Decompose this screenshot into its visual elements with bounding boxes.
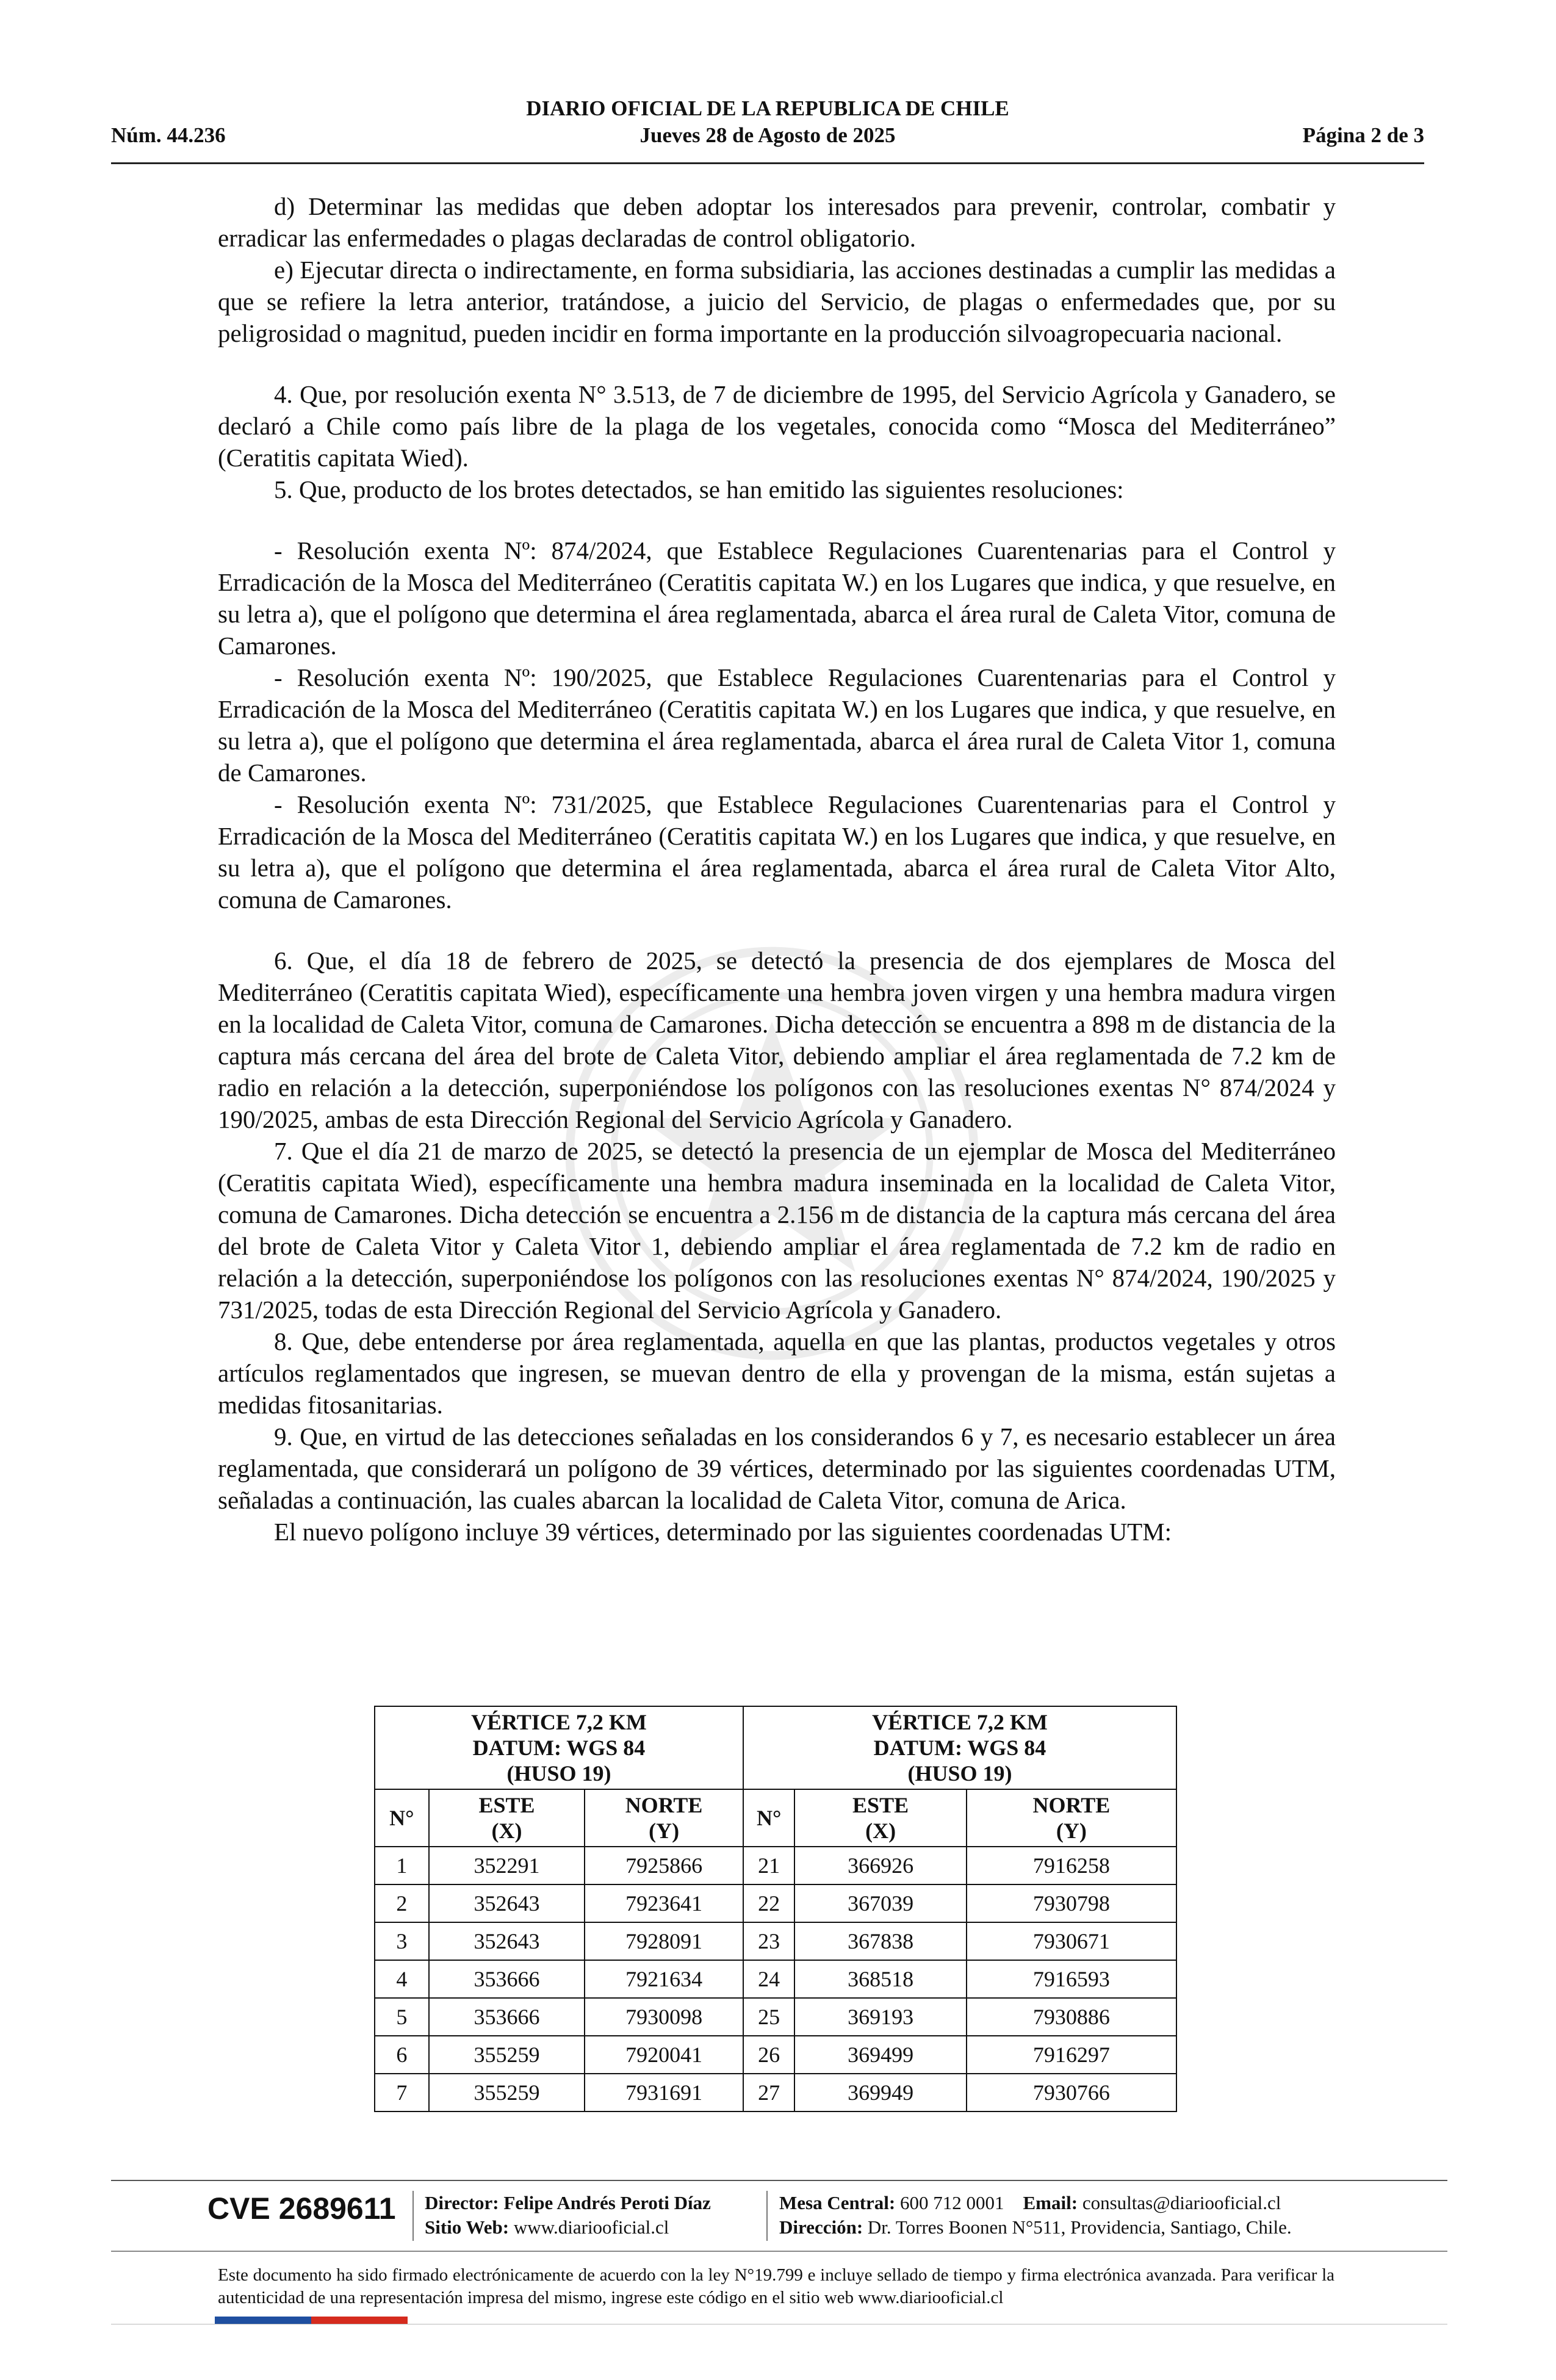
- vertex-number: 2: [375, 1884, 429, 1922]
- vertex-number: 3: [375, 1922, 429, 1960]
- vertex-number: 22: [743, 1884, 794, 1922]
- vertex-number: 1: [375, 1847, 429, 1884]
- director-name: Felipe Andrés Peroti Díaz: [503, 2192, 711, 2213]
- footer-separator: [412, 2191, 414, 2241]
- este-value: 352291: [429, 1847, 585, 1884]
- col-header-norte: NORTE (Y): [585, 1789, 743, 1847]
- table-row: [375, 1884, 1176, 1922]
- paragraph-polygon-intro: El nuevo polígono incluye 39 vértices, determinado por las siguientes coordenadas UTM:: [274, 1518, 1172, 1546]
- phone-number: 600 712 0001: [900, 2192, 1004, 2213]
- flag-color-stripe: [215, 2317, 408, 2324]
- email-link[interactable]: consultas@diariooficial.cl: [1082, 2192, 1281, 2213]
- col-header-norte: NORTE (Y): [967, 1789, 1176, 1847]
- table-row: [375, 1922, 1176, 1960]
- resolution-731-2025: - Resolución exenta Nº: 731/2025, que Establece Regulaciones Cuarentenarias para el Control y Erradicación de la Mosca del Mediterráneo (Ceratitis capitata W.) en los Lugares que indica, y que resuelve, en su letra a), que el polígono que determina el área reglamentada, abarca el área rural de Caleta Vitor Alto, comuna de Camarones.: [218, 790, 1336, 914]
- norte-value: 7920041: [585, 2036, 743, 2074]
- vertex-number: 21: [743, 1847, 794, 1884]
- este-value: 352643: [429, 1922, 585, 1960]
- norte-value: 7921634: [585, 1960, 743, 1998]
- document-body: [218, 190, 1336, 1548]
- este-value: 369499: [794, 2036, 966, 2074]
- col-header-n: N°: [375, 1789, 429, 1847]
- norte-value: 7916593: [967, 1960, 1176, 1998]
- vertex-number: 4: [375, 1960, 429, 1998]
- table-row: [375, 1960, 1176, 1998]
- issue-date: Jueves 28 de Agosto de 2025: [639, 123, 896, 147]
- este-value: 355259: [429, 2074, 585, 2111]
- norte-value: 7925866: [585, 1847, 743, 1884]
- este-value: 367039: [794, 1884, 966, 1922]
- paragraph-e: e) Ejecutar directa o indirectamente, en forma subsidiaria, las acciones destinadas a cumplir las medidas a que se refiere la letra anterior, tratándose, a juicio del Servicio, de plagas o enfermedades que, por su peligrosidad o magnitud, pueden incidir en forma importante en la producción silvoagropecuaria nacional.: [218, 256, 1336, 347]
- footer-director-block: Director: Felipe Andrés Peroti Díaz Sitio Web: www.diariooficial.cl: [425, 2192, 711, 2238]
- norte-value: 7916297: [967, 2036, 1176, 2074]
- este-value: 353666: [429, 1960, 585, 1998]
- norte-value: 7930798: [967, 1884, 1176, 1922]
- utm-coordinates-table: [374, 1706, 1177, 2112]
- vertex-number: 5: [375, 1998, 429, 2036]
- vertex-number: 6: [375, 2036, 429, 2074]
- footer-divider-top: [111, 2180, 1447, 2181]
- norte-value: 7928091: [585, 1922, 743, 1960]
- norte-value: 7931691: [585, 2074, 743, 2111]
- este-value: 369193: [794, 1998, 966, 2036]
- electronic-signature-note: Este documento ha sido firmado electrónicamente de acuerdo con la ley N°19.799 e incluye sellado de tiempo y firma electrónica avanzada. Para verificar la autenticidad de una representación impresa del mismo, ingrese este código en el sitio web www.diariooficial.cl: [218, 2265, 1334, 2307]
- vertex-number: 24: [743, 1960, 794, 1998]
- table-row: [375, 2036, 1176, 2074]
- table-row: [375, 2074, 1176, 2111]
- group-header-left: VÉRTICE 7,2 KM DATUM: WGS 84 (HUSO 19): [375, 1706, 743, 1789]
- norte-value: 7930098: [585, 1998, 743, 2036]
- vertex-number: 23: [743, 1922, 794, 1960]
- resolution-874-2024: - Resolución exenta Nº: 874/2024, que Establece Regulaciones Cuarentenarias para el Control y Erradicación de la Mosca del Mediterráneo (Ceratitis capitata W.) en los Lugares que indica, y que resuelve, en su letra a), que el polígono que determina el área reglamentada, abarca el área rural de Caleta Vitor, comuna de Camarones.: [218, 536, 1336, 660]
- col-header-este: ESTE (X): [429, 1789, 585, 1847]
- paragraph-5: 5. Que, producto de los brotes detectados, se han emitido las siguientes resoluciones:: [274, 475, 1124, 503]
- issue-number: Núm. 44.236: [111, 123, 226, 147]
- norte-value: 7930886: [967, 1998, 1176, 2036]
- paragraph-9: 9. Que, en virtud de las detecciones señaladas en los considerandos 6 y 7, es necesario establecer un área reglamentada, que considerará un polígono de 39 vértices, determinado por las siguientes coordenadas UTM, señaladas a continuación, las cuales abarcan la localidad de Caleta Vitor, comuna de Arica.: [218, 1423, 1336, 1514]
- norte-value: 7930671: [967, 1922, 1176, 1960]
- group-header-right: VÉRTICE 7,2 KM DATUM: WGS 84 (HUSO 19): [743, 1706, 1176, 1789]
- norte-value: 7923641: [585, 1884, 743, 1922]
- vertex-number: 7: [375, 2074, 429, 2111]
- address: Dr. Torres Boonen N°511, Providencia, Santiago, Chile.: [867, 2216, 1292, 2238]
- footer-contact-block: Mesa Central: 600 712 0001 Email: consultas@diariooficial.cl Dirección: Dr. Torres Boonen N°511, Providencia, Santiago, Chile.: [779, 2192, 1292, 2238]
- page-header: [111, 96, 1424, 164]
- paragraph-4: 4. Que, por resolución exenta N° 3.513, de 7 de diciembre de 1995, del Servicio Agrícola y Ganadero, se declaró a Chile como país libre de la plaga de los vegetales, conocida como “Mosca del Mediterráneo” (Ceratitis capitata Wied).: [218, 380, 1336, 472]
- vertex-number: 27: [743, 2074, 794, 2111]
- table-row: [375, 1998, 1176, 2036]
- col-header-n: N°: [743, 1789, 794, 1847]
- cve-code: CVE 2689611: [207, 2191, 396, 2226]
- page-number: Página 2 de 3: [1302, 123, 1424, 147]
- este-value: 367838: [794, 1922, 966, 1960]
- resolution-190-2025: - Resolución exenta Nº: 190/2025, que Establece Regulaciones Cuarentenarias para el Control y Erradicación de la Mosca del Mediterráneo (Ceratitis capitata W.) en los Lugares que indica, y que resuelve, en su letra a), que el polígono que determina el área reglamentada, abarca el área rural de Caleta Vitor 1, comuna de Camarones.: [218, 663, 1336, 787]
- paragraph-7: 7. Que el día 21 de marzo de 2025, se detectó la presencia de un ejemplar de Mosca del Mediterráneo (Ceratitis capitata Wied), específicamente una hembra madura inseminada en la localidad de Caleta Vitor, comuna de Camarones. Dicha detección se encuentra a 2.156 m de distancia de la captura más cercana del área del brote de Caleta Vitor y Caleta Vitor 1, debiendo ampliar el área reglamentada de 7.2 km de radio en relación a la detección, superponiéndose los polígonos con las resoluciones exentas N° 874/2024, 190/2025 y 731/2025, todas de esta Dirección Regional del Servicio Agrícola y Ganadero.: [218, 1137, 1336, 1324]
- footer-divider-mid: [111, 2251, 1447, 2252]
- este-value: 352643: [429, 1884, 585, 1922]
- este-value: 368518: [794, 1960, 966, 1998]
- este-value: 369949: [794, 2074, 966, 2111]
- vertex-number: 25: [743, 1998, 794, 2036]
- este-value: 355259: [429, 2036, 585, 2074]
- paragraph-d: d) Determinar las medidas que deben adoptar los interesados para prevenir, controlar, combatir y erradicar las enfermedades o plagas declaradas de control obligatorio.: [218, 192, 1336, 252]
- este-value: 353666: [429, 1998, 585, 2036]
- norte-value: 7916258: [967, 1847, 1176, 1884]
- website-link[interactable]: www.diariooficial.cl: [513, 2216, 669, 2238]
- table-header-row: [375, 1706, 1176, 1789]
- col-header-este: ESTE (X): [794, 1789, 966, 1847]
- footer-separator: [766, 2191, 768, 2241]
- vertex-number: 26: [743, 2036, 794, 2074]
- gazette-title: DIARIO OFICIAL DE LA REPUBLICA DE CHILE: [526, 96, 1009, 120]
- norte-value: 7930766: [967, 2074, 1176, 2111]
- paragraph-6: 6. Que, el día 18 de febrero de 2025, se detectó la presencia de dos ejemplares de Mosca del Mediterráneo (Ceratitis capitata Wied), específicamente una hembra joven virgen y una hembra madura virgen en la localidad de Caleta Vitor, comuna de Camarones. Dicha detección se encuentra a 898 m de distancia de la captura más cercana del área del brote de Caleta Vitor, debiendo ampliar el área reglamentada de 7.2 km de radio en relación a la detección, superponiéndose los polígonos con las resoluciones exentas N° 874/2024 y 190/2025, ambas de esta Dirección Regional del Servicio Agrícola y Ganadero.: [218, 947, 1336, 1133]
- paragraph-8: 8. Que, debe entenderse por área reglamentada, aquella en que las plantas, productos vegetales y otros artículos reglamentados que ingresen, se muevan dentro de ella y provengan de la misma, están sujetas a medidas fitosanitarias.: [218, 1327, 1336, 1419]
- table-column-header-row: [375, 1789, 1176, 1847]
- este-value: 366926: [794, 1847, 966, 1884]
- table-row: [375, 1847, 1176, 1884]
